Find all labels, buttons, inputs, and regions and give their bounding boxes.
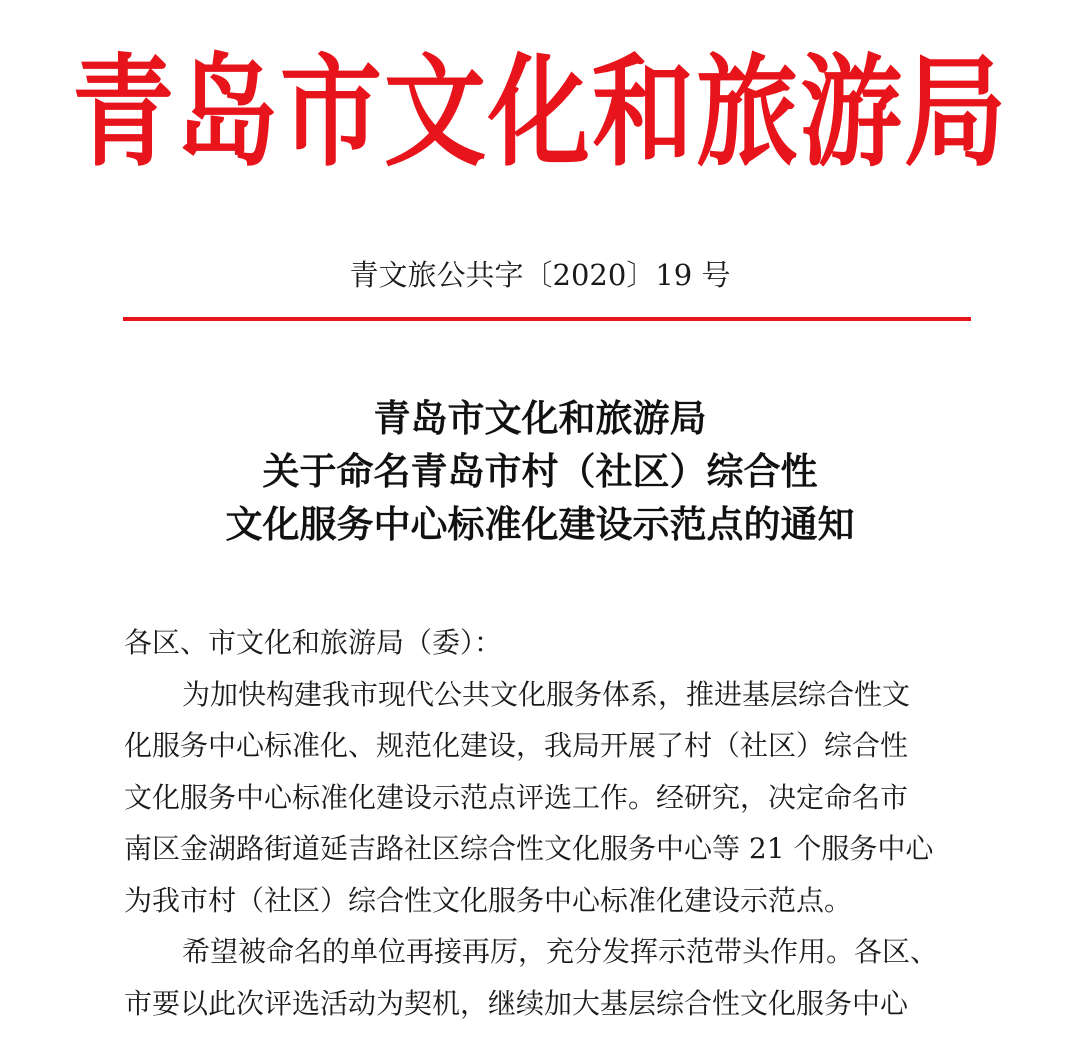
- paragraph-1-line: 为我市村（社区）综合性文化服务中心标准化建设示范点。: [124, 883, 853, 917]
- masthead-title: 青岛市文化和旅游局: [72, 41, 1008, 184]
- title-line-3: 文化服务中心标准化建设示范点的通知: [225, 503, 855, 546]
- paragraph-1-line: 为加快构建我市现代公共文化服务体系，推进基层综合性文: [182, 677, 911, 711]
- document-number: 青文旅公共字〔2020〕19 号: [349, 258, 731, 292]
- title-line-1: 青岛市文化和旅游局: [373, 397, 707, 440]
- salutation: 各区、市文化和旅游局（委）：: [124, 626, 503, 659]
- paragraph-1-line: 化服务中心标准化、规范化建设，我局开展了村（社区）综合性: [124, 729, 909, 762]
- notice-title: [0, 392, 1080, 551]
- paragraph-2-line: 希望被命名的单位再接再厉，充分发挥示范带头作用。各区、: [182, 935, 939, 968]
- paragraph-2-line: 市要以此次评选活动为契机，继续加大基层综合性文化服务中心: [124, 986, 909, 1020]
- red-divider-line: [123, 317, 971, 321]
- paragraph-1-line: 文化服务中心标准化建设示范点评选工作。经研究，决定命名市: [124, 780, 909, 814]
- paragraph-1-line: 南区金湖路街道延吉路社区综合性文化服务中心等 21 个服务中心: [124, 832, 934, 865]
- title-line-2: 关于命名青岛市村（社区）综合性: [262, 450, 818, 493]
- notice-body: [124, 617, 984, 1029]
